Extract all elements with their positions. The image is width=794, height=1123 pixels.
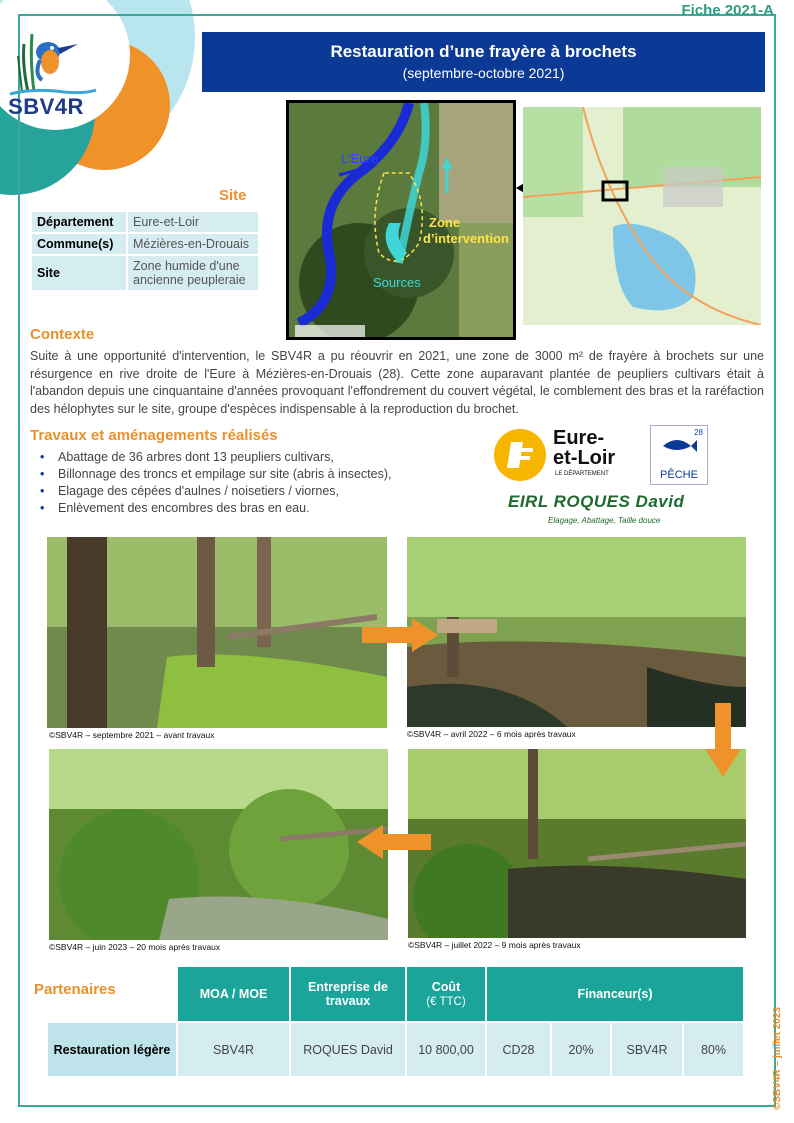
site-key-site: Site — [32, 256, 126, 290]
cout-label: Coût — [431, 980, 461, 994]
cell-pct-1: 20% — [552, 1023, 610, 1076]
table-header-cout — [407, 967, 485, 1021]
photo-before-works — [47, 537, 387, 728]
site-table — [30, 210, 260, 292]
photo-june-2023 — [49, 749, 388, 940]
table-row — [32, 234, 258, 254]
photo-july-2022 — [408, 749, 746, 938]
aerial-map-drawing — [289, 103, 516, 340]
list-item: • Billonnage des troncs et empilage sur site (abris à insectes), — [40, 467, 460, 481]
peche-text: PÊCHE — [660, 469, 698, 481]
logo-text: SBV4R — [8, 94, 84, 119]
eure-logo-line1: Eure- — [553, 427, 605, 449]
page-subtitle: (septembre-octobre 2021) — [402, 65, 565, 81]
table-row — [48, 1023, 743, 1076]
title-banner — [202, 32, 765, 92]
partenaires-heading: Partenaires — [34, 981, 116, 998]
partners-table — [46, 965, 745, 1078]
arrow-down-icon — [705, 703, 741, 777]
table-header-moa: MOA / MOE — [178, 967, 289, 1021]
list-item: • Abattage de 36 arbres dont 13 peupliers cultivars, — [40, 450, 460, 464]
table-header-blank — [48, 967, 176, 1021]
row-label: Restauration légère — [48, 1023, 176, 1076]
eure-logo-sub: LE DÉPARTEMENT — [555, 471, 609, 477]
peche-number: 28 — [694, 428, 703, 437]
photo-caption: ©SBV4R – avril 2022 – 6 mois après travaux — [407, 729, 576, 739]
site-key-commune: Commune(s) — [32, 234, 126, 254]
table-header-financeurs: Financeur(s) — [487, 967, 743, 1021]
travaux-heading: Travaux et aménagements réalisés — [30, 427, 278, 444]
photo-april-drawing — [407, 537, 746, 727]
table-row — [32, 212, 258, 232]
photo-april-2022 — [407, 537, 746, 727]
copyright-credit: ©SBV4R – juillet 2023 — [772, 1007, 783, 1110]
cell-financeur-1: CD28 — [487, 1023, 550, 1076]
table-row — [32, 256, 258, 290]
eure-logo-line2: et-Loir — [553, 447, 616, 469]
photo-before-drawing — [47, 537, 387, 728]
page-title: Restauration d’une frayère à brochets — [330, 42, 637, 61]
map-label-zone-1: Zone — [429, 215, 461, 230]
topographic-map-image — [523, 107, 761, 325]
topographic-map-drawing — [523, 107, 761, 325]
cell-pct-2: 80% — [684, 1023, 743, 1076]
table-header-row — [48, 967, 743, 1021]
arrow-right-icon — [362, 618, 438, 652]
contexte-heading: Contexte — [30, 326, 95, 343]
photo-caption: ©SBV4R – juin 2023 – 20 mois après travaux — [49, 942, 221, 952]
site-value-commune: Mézières-en-Drouais — [128, 234, 258, 254]
site-value-departement: Eure-et-Loir — [128, 212, 258, 232]
fish-icon — [659, 430, 699, 460]
photo-caption: ©SBV4R – juillet 2022 – 9 mois après travaux — [408, 940, 581, 950]
photo-caption: ©SBV4R – septembre 2021 – avant travaux — [49, 730, 215, 740]
cout-unit: (€ TTC) — [426, 996, 466, 1008]
aerial-map-image — [286, 100, 516, 340]
table-header-entreprise: Entreprise de travaux — [291, 967, 405, 1021]
map-label-zone-2: d’intervention — [423, 231, 509, 246]
eure-et-loir-logo — [493, 428, 643, 482]
roques-logo-subtitle: Elagage, Abattage, Taille douce — [548, 516, 661, 525]
list-item: • Elagage des cépées d'aulnes / noisetiers / viornes, — [40, 484, 460, 498]
cell-financeur-2: SBV4R — [612, 1023, 682, 1076]
site-heading: Site — [219, 187, 247, 204]
arrow-left-icon — [357, 825, 431, 859]
federation-peche-logo — [650, 425, 708, 485]
cell-entreprise: ROQUES David — [291, 1023, 405, 1076]
site-key-departement: Département — [32, 212, 126, 232]
travaux-list — [40, 450, 460, 518]
site-value-site: Zone humide d'une ancienne peupleraie — [128, 256, 258, 290]
sheet-reference: Fiche 2021-A — [681, 2, 774, 19]
cell-moa: SBV4R — [178, 1023, 289, 1076]
eure-et-loir-emblem-icon — [493, 428, 547, 482]
contexte-paragraph: Suite à une opportunité d'intervention, le SBV4R a pu réouvrir en 2021, une zone de 3000 m² de frayère à brochets sur une résurgence en rive droite de l'Eure à Mézières-en-Drouais (28). Cette zone auparavant plantée de peupliers cultivars était à l'abandon depuis une cinquantaine d'années provoquant l'effondrement du couvert végétal, le comblement des bras et la raréfaction des hélophytes sur le site, groupe d'espèces indispensable à la reproduction du brochet. — [30, 349, 764, 416]
list-item: • Enlèvement des encombres des bras en eau. — [40, 501, 460, 515]
roques-logo-title: EIRL ROQUES David — [508, 492, 685, 511]
map-label-river: L’Eure — [341, 151, 378, 166]
map-label-sources: Sources — [373, 275, 421, 290]
cell-cout: 10 800,00 — [407, 1023, 485, 1076]
photo-july-drawing — [408, 749, 746, 938]
photo-june-drawing — [49, 749, 388, 940]
